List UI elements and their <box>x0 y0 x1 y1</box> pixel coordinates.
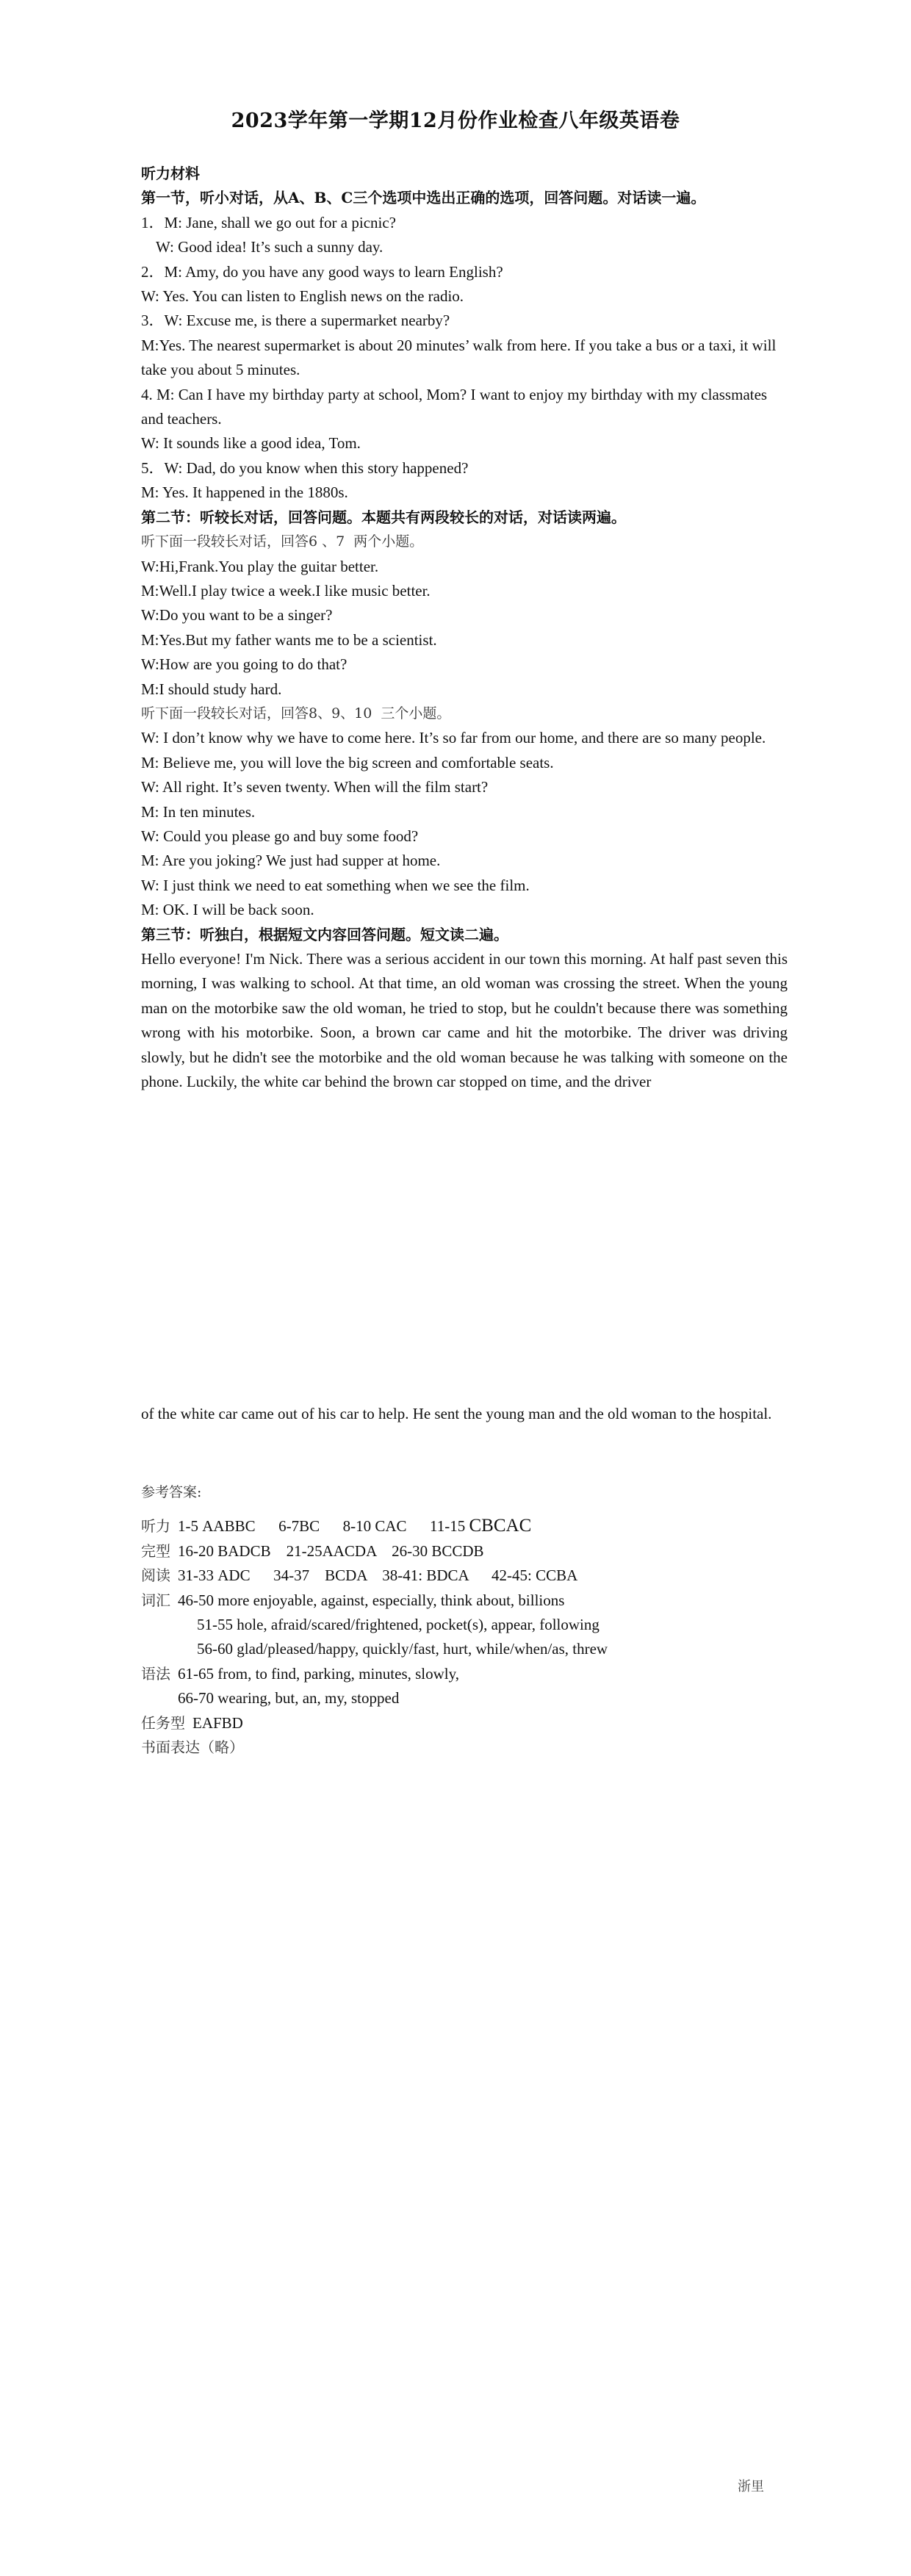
answer-key-heading: 参考答案: <box>141 1484 202 1500</box>
dialog-line: M: Believe me, you will love the big screen and comfortable seats. <box>141 753 554 771</box>
answer-category-label: 听力 <box>141 1517 170 1536</box>
dialog-note: 听下面一段较长对话，回答8、9、10 三个小题。 <box>141 705 451 722</box>
dialog-line: W: Yes. You can listen to English news on the radio. <box>141 287 464 306</box>
answer-text: 46-50 more enjoyable, against, especially, think about, billions <box>178 1591 565 1609</box>
listening-heading: 听力材料 <box>141 165 200 182</box>
answer-category-label: 任务型 <box>141 1713 185 1732</box>
dialog-line: 3．W: Excuse me, is there a supermarket nearby? <box>141 312 450 330</box>
answer-row-vocabulary <box>141 1589 788 1613</box>
answer-row-task <box>141 1711 788 1735</box>
section3-heading: 第三节：听独白，根据短文内容回答问题。短文读二遍。 <box>141 925 508 943</box>
dialog-line: W:Do you want to be a singer? <box>141 606 333 625</box>
listening-material <box>141 162 792 1094</box>
dialog-line: W:How are you going to do that? <box>141 655 348 674</box>
dialog-line: W: It sounds like a good idea, Tom. <box>141 434 361 453</box>
dialog-line: M: Yes. It happened in the 1880s. <box>141 483 348 502</box>
answer-row-listening <box>141 1514 788 1539</box>
dialog-line: 5．W: Dad, do you know when this story happened? <box>141 458 469 477</box>
section1-heading: 第一节，听小对话，从A、B、C三个选项中选出正确的选项，回答问题。对话读一遍。 <box>141 189 706 207</box>
monologue-passage-end <box>141 1402 788 1426</box>
answer-row-cloze <box>141 1539 788 1564</box>
exam-title: 2023学年第一学期12月份作业检查八年级英语卷 <box>231 109 680 132</box>
dialog-line: W: I just think we need to eat something when we see the film. <box>141 876 530 894</box>
monologue-passage: Hello everyone! I'm Nick. There was a serious accident in our town this morning. At half past seven this morning, I was walking to school. At that time, an old woman was crossing the street. When the young man on the motorbike saw the old woman, he tried to stop, but he couldn't because there was something wrong with his motorbike. Soon, a brown car came and hit the motorbike. The driver was driving slowly, but he didn't see the motorbike and the old woman because he was talking with someone on the phone. Luckily, the white car behind the brown car stopped on time, and the driver <box>141 950 792 1091</box>
answer-row-writing: 书面表达（略） <box>141 1738 244 1757</box>
answer-row-vocabulary-2: 51-55 hole, afraid/scared/frightened, pocket(s), appear, following <box>197 1616 599 1634</box>
answer-text: 61-65 from, to find, parking, minutes, slowly, <box>178 1664 460 1683</box>
dialog-line: 1．M: Jane, shall we go out for a picnic? <box>141 213 396 231</box>
dialog-line: W: All right. It’s seven twenty. When will the film start? <box>141 778 489 796</box>
dialog-line: M:Well.I play twice a week.I like music better. <box>141 581 431 600</box>
passage-end-text: of the white car came out of his car to help. He sent the young man and the old woman to the hospital. <box>141 1405 772 1422</box>
dialog-line: W: I don’t know why we have to come here. It’s so far from our home, and there are so many people. <box>141 729 766 747</box>
section2-heading: 第二节：听较长对话，回答问题。本题共有两段较长的对话，对话读两遍。 <box>141 508 626 526</box>
dialog-line: M:Yes.But my father wants me to be a scientist. <box>141 630 437 649</box>
answer-category-label: 完型 <box>141 1541 170 1560</box>
answer-row-grammar-2: 66-70 wearing, but, an, my, stopped <box>178 1689 400 1708</box>
dialog-line: W: Could you please go and buy some food? <box>141 827 419 845</box>
answer-text: 1-5 AABBC 6-7BC 8-10 CAC 11-15 <box>178 1517 469 1536</box>
answer-key <box>141 1481 788 1760</box>
answer-category-label: 语法 <box>141 1664 170 1683</box>
dialog-line: M:I should study hard. <box>141 680 282 698</box>
answer-category-label: 阅读 <box>141 1566 170 1585</box>
answer-text: 16-20 BADCB 21-25AACDA 26-30 BCCDB <box>178 1541 484 1560</box>
dialog-note: 听下面一段较长对话，回答6 、7 两个小题。 <box>141 533 424 550</box>
answer-text: EAFBD <box>192 1713 243 1732</box>
footer-mark: 浙里 <box>738 2479 764 2494</box>
answer-row-reading <box>141 1564 788 1588</box>
dialog-line: M: Are you joking? We just had supper at home. <box>141 852 441 870</box>
dialog-line: W: Good idea! It’s such a sunny day. <box>156 238 384 256</box>
answer-row-grammar <box>141 1662 788 1686</box>
answer-category-label: 词汇 <box>141 1591 170 1609</box>
dialog-line: W:Hi,Frank.You play the guitar better. <box>141 557 379 575</box>
dialog-line: M: OK. I will be back soon. <box>141 901 314 919</box>
answer-row-vocabulary-3: 56-60 glad/pleased/happy, quickly/fast, hurt, while/when/as, threw <box>197 1640 608 1658</box>
dialog-line: M: In ten minutes. <box>141 802 256 821</box>
dialog-line: 2．M: Amy, do you have any good ways to learn English? <box>141 262 503 281</box>
answer-text: 31-33 ADC 34-37 BCDA 38-41: BDCA 42-45: CCBA <box>178 1566 578 1585</box>
dialog-line: 4. M: Can I have my birthday party at school, Mom? I want to enjoy my birthday with my classmates and teachers. <box>141 385 771 428</box>
dialog-line: M:Yes. The nearest supermarket is about 20 minutes’ walk from here. If you take a bus or a taxi, it will take you about 5 minutes. <box>141 336 780 379</box>
answer-text-large: CBCAC <box>469 1516 532 1536</box>
